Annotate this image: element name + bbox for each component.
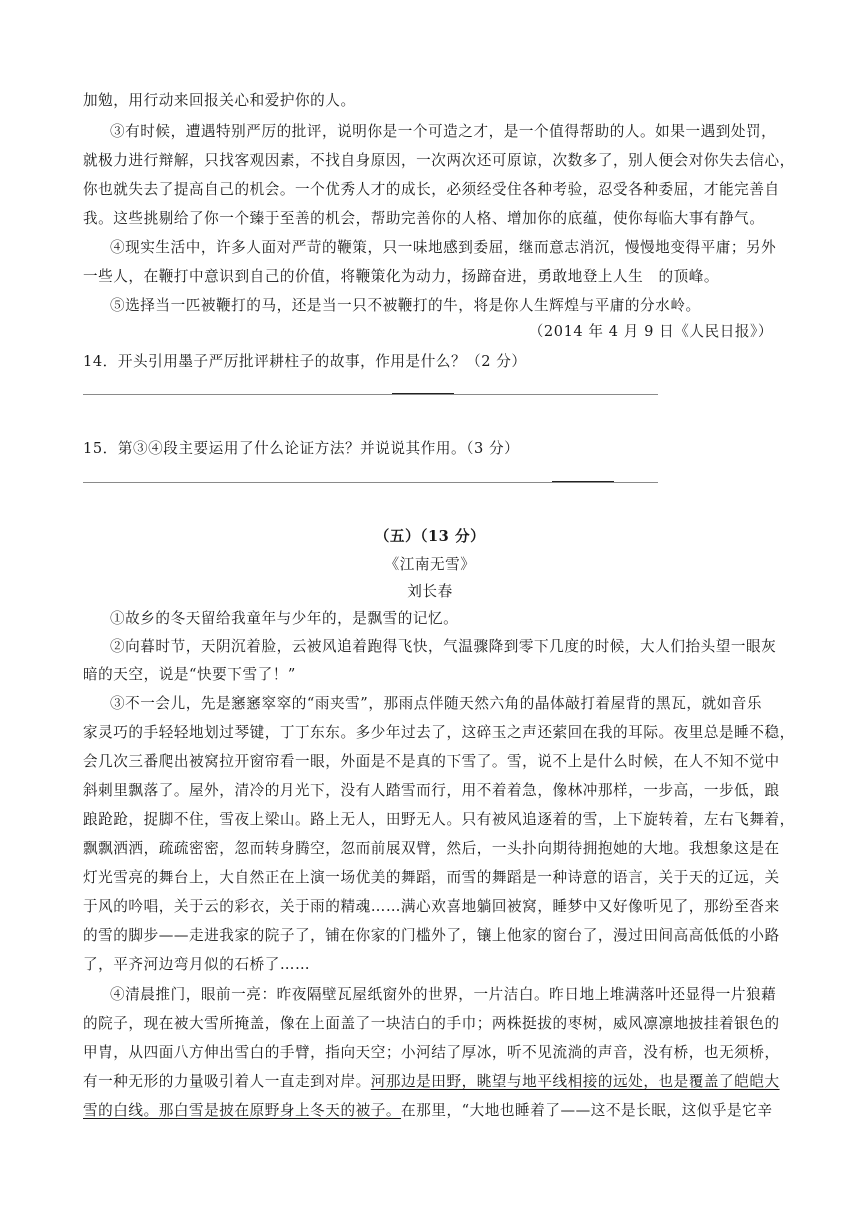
p5-paragraph-3-line-7: 灯光雪亮的舞台上，大自然正在上演一场优美的舞蹈，而雪的舞蹈是一种诗意的语言，关于天的辽远，关 <box>83 869 780 886</box>
paragraph-4-line-1: ④现实生活中，许多人面对严苛的鞭策，只一味地感到委屈，继而意志消沉，慢慢地变得平庸；另外 <box>110 239 777 256</box>
p5-paragraph-4-line-5-plain: 在那里，“大地也睡着了——这不是长眠，这似乎是它辛 <box>401 1102 773 1119</box>
underlined-sentence-part-2: 雪的白线。那白雪是披在原野身上冬天的被子。 <box>83 1102 402 1119</box>
question-14: 14．开头引用墨子严厉批评耕柱子的故事，作用是什么？（2 分） <box>83 353 527 370</box>
paragraph-3-line-1: ③有时候，遭遇特别严厉的批评，说明你是一个可造之才，是一个值得帮助的人。如果一遇到处罚， <box>110 123 777 140</box>
question-15: 15．第③④段主要运用了什么论证方法？并说说其作用。（3 分） <box>83 440 520 457</box>
p5-paragraph-4-line-4 <box>83 1072 783 1092</box>
p5-paragraph-3-line-4: 斜刺里飘落了。屋外，清冷的月光下，没有人踏雪而行，用不着着急，像林冲那样，一步高，一步低，踉 <box>83 782 780 799</box>
p5-paragraph-4-line-2: 的院子，现在被大雪所掩盖，像在上面盖了一块洁白的手巾；两株挺拔的枣树，威风凛凛地披挂着银色的 <box>83 1015 780 1032</box>
p5-paragraph-3-line-9: 的雪的脚步——走进我家的院子了，铺在你家的门槛外了，镶上他家的窗台了，漫过田间高高低低的小路 <box>83 927 780 944</box>
p5-paragraph-1: ①故乡的冬天留给我童年与少年的，是飘雪的记忆。 <box>110 610 459 627</box>
source-citation: （2014 年 4 月 9 日《人民日报》） <box>528 323 773 340</box>
p5-paragraph-3-line-6: 飘飘洒洒，疏疏密密，忽而转身腾空，忽而前展双臂，然后，一头扑向期待拥抱她的大地。我想象这是在 <box>83 840 780 857</box>
answer-mark-15 <box>552 481 614 482</box>
paragraph-3-line-3: 你也就失去了提高自己的机会。一个优秀人才的成长，必须经受住各种考验，忍受各种委屈，才能完善自 <box>83 181 780 198</box>
p5-paragraph-4-line-3: 甲胄，从四面八方伸出雪白的手臂，指向天空；小河结了厚冰，听不见流淌的声音，没有桥，也无须桥， <box>83 1044 780 1061</box>
paragraph-3-line-4: 我。这些挑剔给了你一个臻于至善的机会，帮助完善你的人格、增加你的底蕴，使你每临大事有静气。 <box>83 210 765 227</box>
p5-paragraph-3-line-8: 于风的吟唱，关于云的彩衣，关于雨的精魂……满心欢喜地躺回被窝，睡梦中又好像听见了，那纷至沓来 <box>83 898 780 915</box>
p5-paragraph-2-line-2: 暗的天空，说是“快要下雪了！” <box>83 666 296 683</box>
paragraph-3-line-2: 就极力进行辩解，只找客观因素，不找自身原因，一次两次还可原谅，次数多了，别人便会对你失去信心， <box>83 152 795 169</box>
p5-paragraph-4-line-1: ④清晨推门，眼前一亮：昨夜隔壁瓦屋纸窗外的世界，一片洁白。昨日地上堆满落叶还显得一片狼藉 <box>110 986 777 1003</box>
answer-line-15[interactable] <box>83 482 658 483</box>
p5-paragraph-3-line-3: 会几次三番爬出被窝拉开窗帘看一眼，外面是不是真的下雪了。雪，说不上是什么时候，在人不知不觉中 <box>83 753 780 770</box>
answer-line-14[interactable] <box>83 394 658 395</box>
p5-paragraph-4-line-4-plain: 有一种无形的力量吸引着人一直走到对岸。 <box>83 1073 371 1090</box>
paragraph-2-tail: 加勉，用行动来回报关心和爱护你的人。 <box>83 92 356 109</box>
passage-title: 《江南无雪》 <box>384 556 476 573</box>
answer-mark-14 <box>392 393 454 394</box>
paragraph-4-line-2: 一些人，在鞭打中意识到自己的价值，将鞭策化为动力，扬蹄奋进，勇敢地登上人生 的顶峰。 <box>83 268 720 285</box>
underlined-sentence-part-1: 河那边是田野，眺望与地平线相接的远处，也是覆盖了皑皑大 <box>370 1073 780 1090</box>
p5-paragraph-2-line-1: ②向暮时节，天阴沉着脸，云被风追着跑得飞快，气温骤降到零下几度的时候，大人们抬头望一眼灰 <box>110 638 777 655</box>
passage-author: 刘长春 <box>407 583 453 600</box>
p5-paragraph-3-line-10: 了，平齐河边弯月似的石桥了…… <box>83 956 311 973</box>
paragraph-5: ⑤选择当一匹被鞭打的马，还是当一只不被鞭打的牛，将是你人生辉煌与平庸的分水岭。 <box>110 297 701 314</box>
section-heading: （五）（13 分） <box>374 528 486 545</box>
p5-paragraph-4-line-5 <box>83 1101 783 1121</box>
p5-paragraph-3-line-1: ③不一会儿，先是窸窸窣窣的“雨夹雪”，那雨点伴随天然六角的晶体敲打着屋背的黑瓦，就如音乐 <box>110 695 763 712</box>
p5-paragraph-3-line-2: 家灵巧的手轻轻地划过琴键，丁丁东东。多少年过去了，这碎玉之声还萦回在我的耳际。夜里总是睡不稳， <box>83 724 795 741</box>
p5-paragraph-3-line-5: 踉跄跄，捉脚不住，雪夜上梁山。路上无人，田野无人。只有被风追逐着的雪，上下旋转着，左右飞舞着， <box>83 811 795 828</box>
